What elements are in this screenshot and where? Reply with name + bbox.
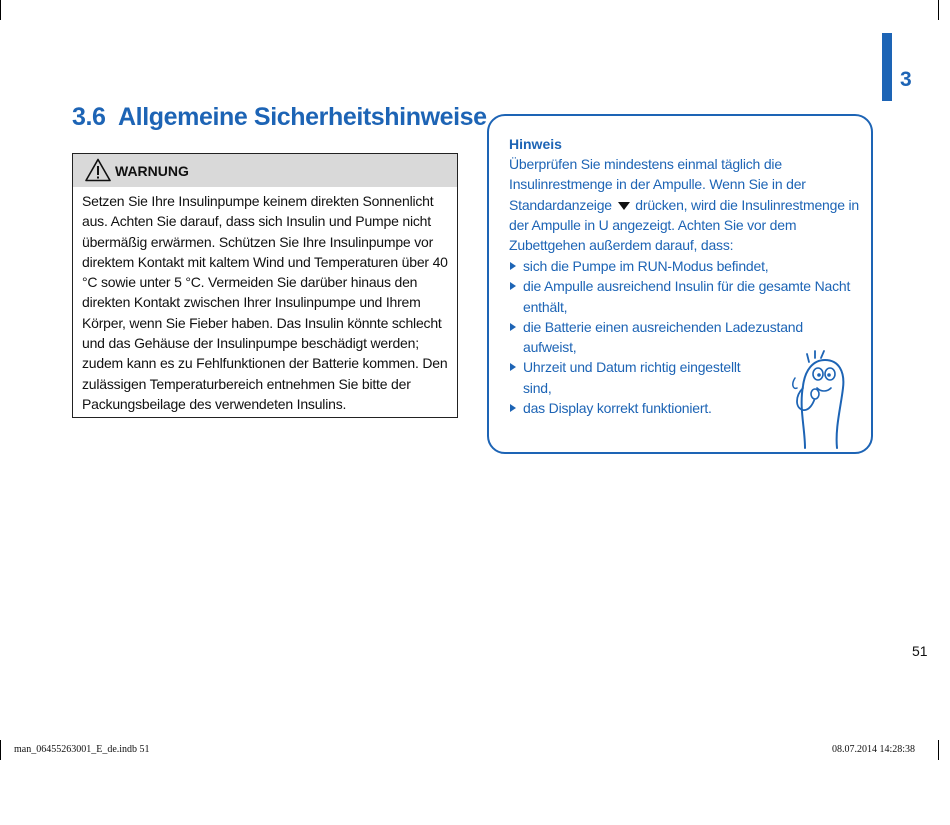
list-item: Uhrzeit und Datum richtig eingestellt sind, [509,357,763,398]
section-heading [72,103,487,132]
section-number: 3.6 [72,103,106,131]
thinking-mascot-icon [789,348,851,452]
bullet-arrow-icon [510,282,516,290]
hint-intro [509,154,859,255]
section-title: Allgemeine Sicherheitshinweise [118,103,487,131]
crop-mark [0,0,1,20]
bullet-arrow-icon [510,363,516,371]
warning-triangle-icon [85,158,111,182]
warning-box [72,153,458,418]
bullet-arrow-icon [510,262,516,270]
bullet-arrow-icon [510,404,516,412]
print-file-slug: man_06455263001_E_de.indb 51 [14,744,150,755]
chapter-number: 3 [900,68,912,91]
list-item: sich die Pumpe im RUN-Modus befindet, [509,256,859,276]
bullet-arrow-icon [510,323,516,331]
hint-title: Hinweis [509,136,562,152]
warning-header [73,154,457,187]
crop-mark [0,740,1,760]
hint-box [487,114,873,454]
hint-intro-text: Überprüfen Sie mindestens einmal täglich die Insulinrestmenge in der Ampulle. Wenn Sie in der Standardanzeige [509,156,806,213]
crop-mark [938,740,939,760]
warning-text: Setzen Sie Ihre Insulinpumpe keinem direkten Sonnenlicht aus. Achten Sie darauf, dass sich Insulin und Pumpe nicht übermäßig erwärmen. Schützen Sie Ihre Insulinpumpe vor direktem Kontakt mit kaltem Wind und Temperaturen über 40 °C sowie unter 5 °C. Vermeiden Sie darüber hinaus den direkten Kontakt zwischen Ihrer Insulinpumpe und Ihrem Körper, wenn Sie Fieber haben. Das Insulin könnte schlecht und das Gehäuse der Insulinpumpe beschädigt werden; zudem kann es zu Fehlfunktionen der Batterie kommen. Den zulässigen Temperaturbereich entnehmen Sie bitte der Packungsbeilage des verwendeten Insulins. [82,193,448,412]
list-item: die Batterie einen ausreichenden Ladezustand aufweist, [509,317,859,358]
hint-intro-text-continued: drücken, wird die Insulinrestmenge in der Ampulle in U angezeigt. Achten Sie vor dem Zubettgehen außerdem darauf, dass: [509,196,859,254]
page-number: 51 [912,643,928,659]
warning-label: WARNUNG [115,163,189,179]
chapter-tab-bar [882,33,892,101]
list-item: die Ampulle ausreichend Insulin für die gesamte Nacht enthält, [509,276,859,317]
crop-mark [938,0,939,20]
down-arrow-key-icon [618,202,630,210]
print-timestamp: 08.07.2014 14:28:38 [832,744,916,755]
list-item: das Display korrekt funktioniert. [509,398,859,418]
